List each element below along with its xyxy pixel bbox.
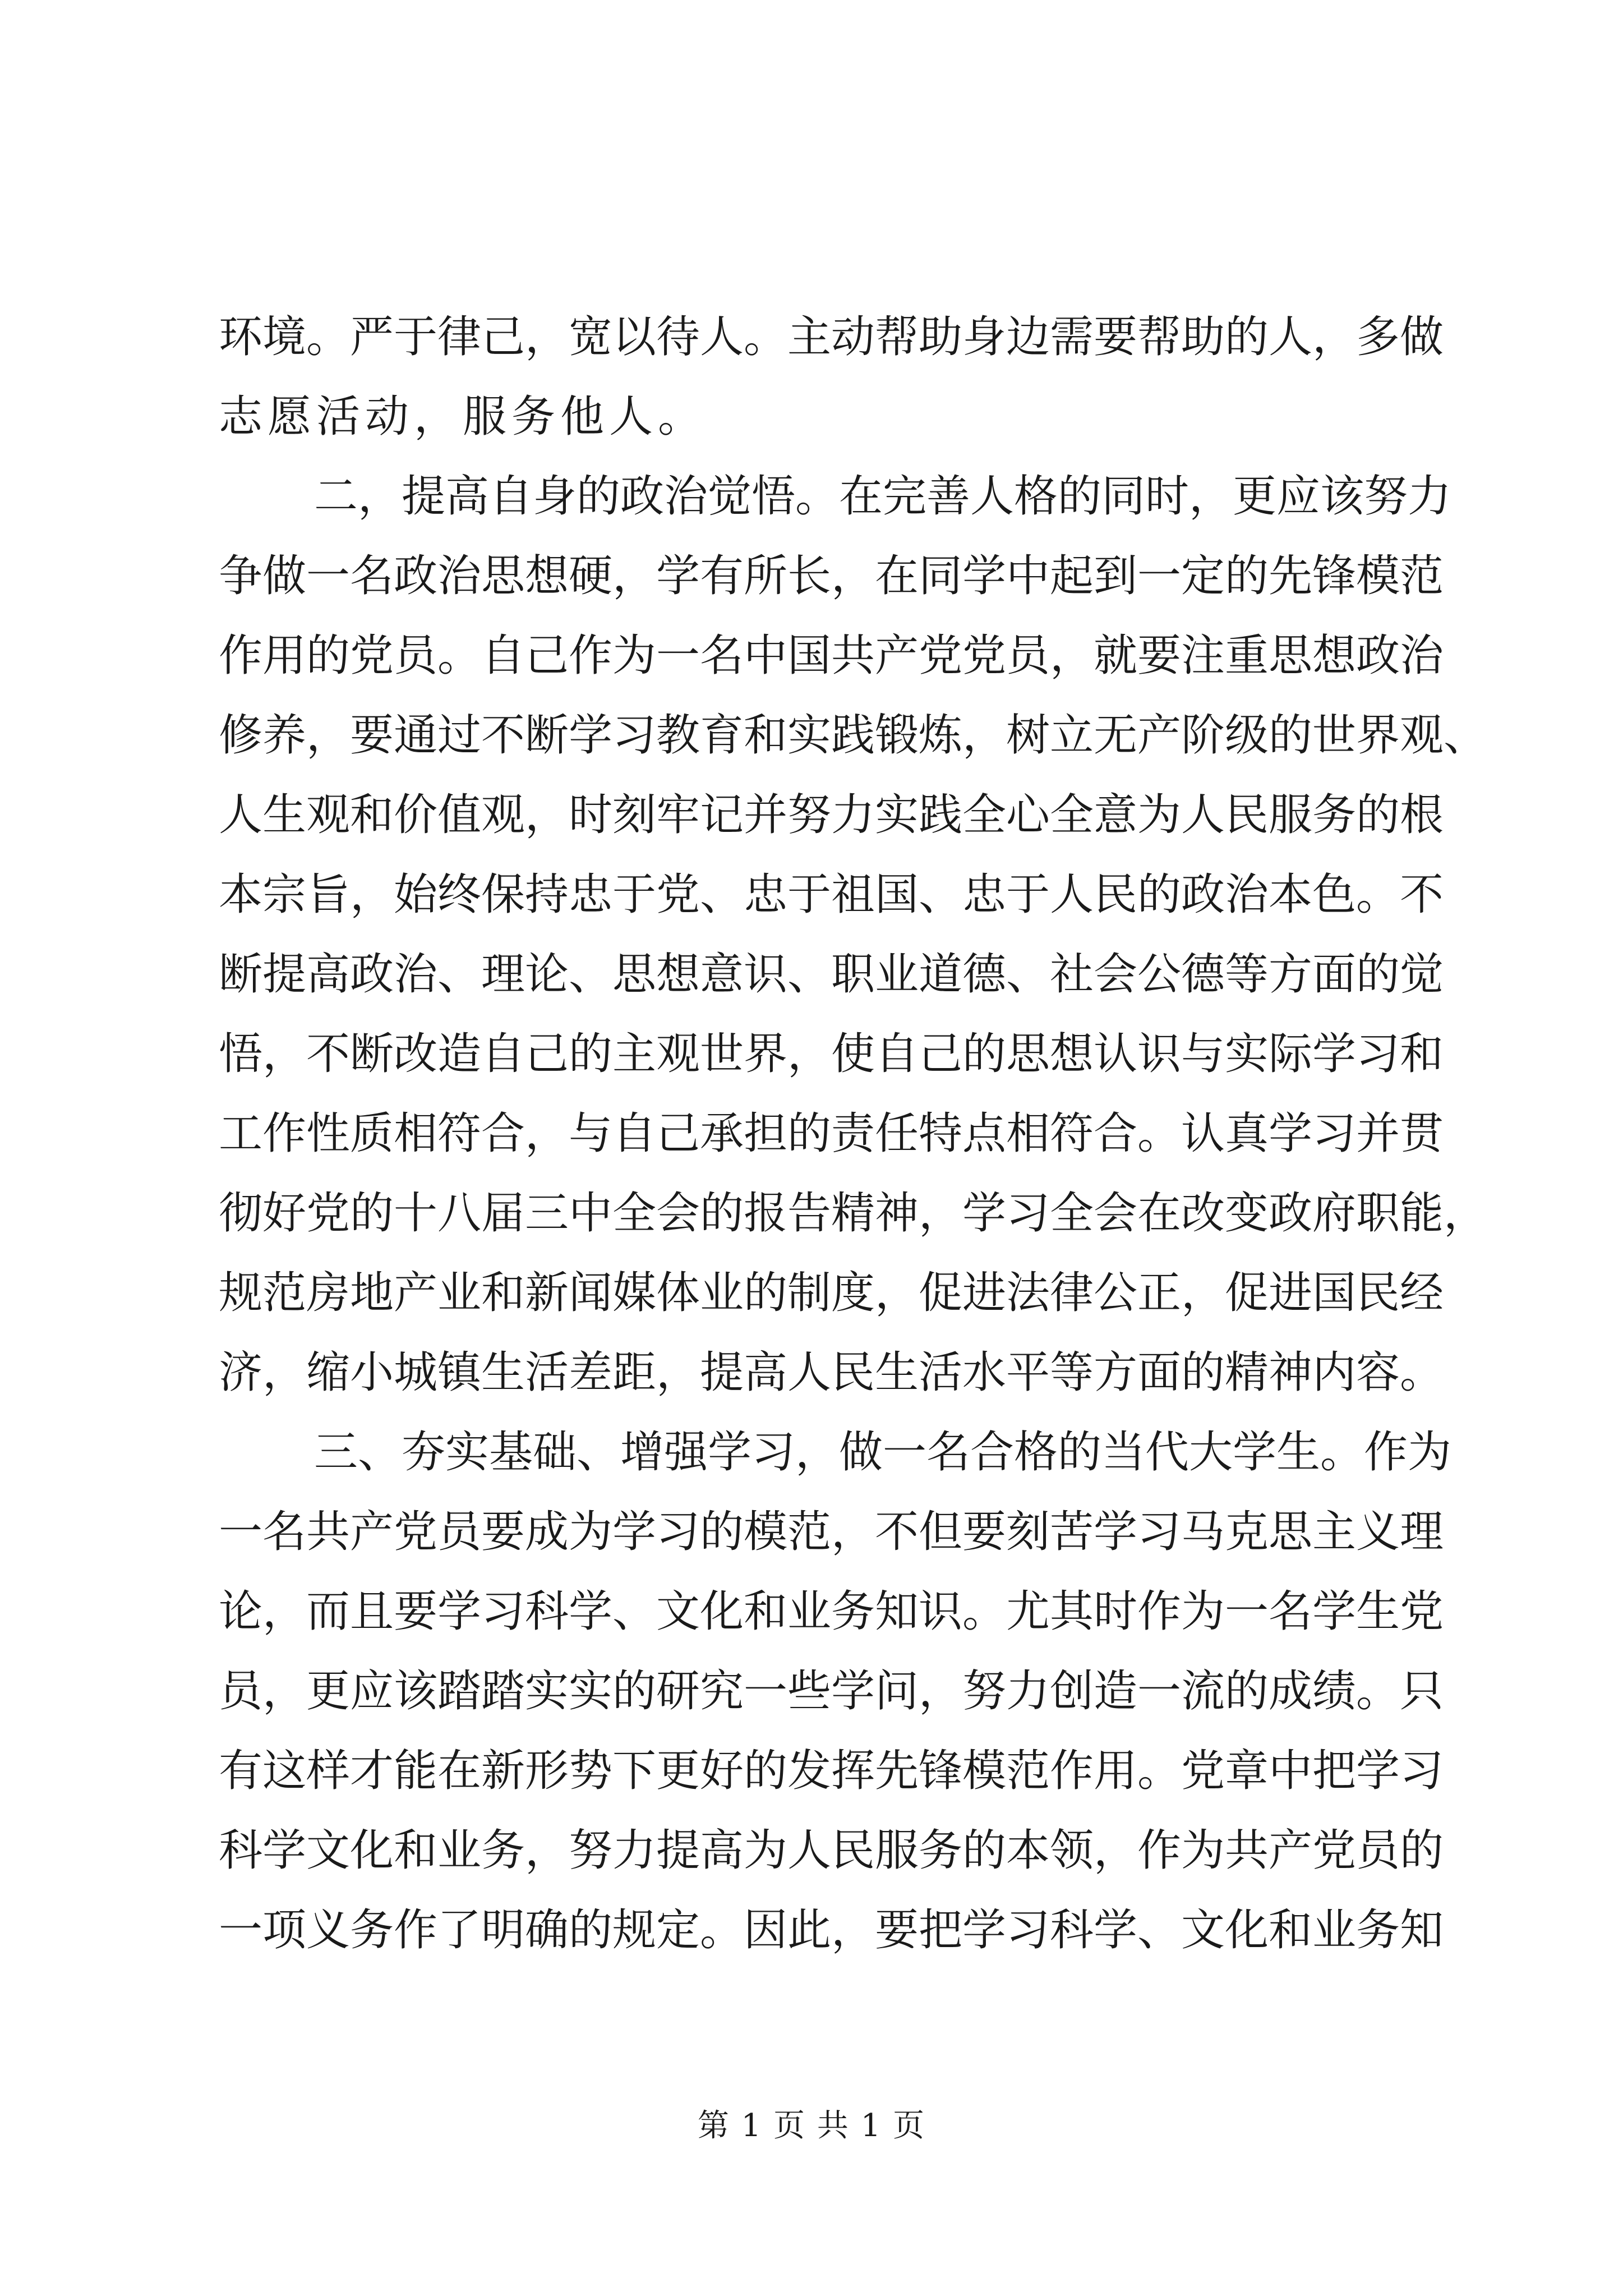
text-line: 彻好党的十八届三中全会的报告精神，学习全会在改变政府职能， [219,1188,1488,1239]
text-line: 论，而且要学习科学、文化和业务知识。尤其时作为一名学生党 [219,1586,1444,1637]
text-line: 悟，不断改造自己的主观世界，使自己的思想认识与实际学习和 [219,1029,1444,1079]
text-line: 环境。严于律己，宽以待人。主动帮助身边需要帮助的人，多做 [219,312,1444,362]
text-line: 志愿活动，服务他人。 [219,392,707,442]
text-line: 作用的党员。自己作为一名中国共产党党员，就要注重思想政治 [219,631,1444,681]
text-line: 一名共产党员要成为学习的模范，不但要刻苦学习马克思主义理 [219,1507,1444,1557]
text-line: 三、夯实基础、增强学习，做一名合格的当代大学生。作为 [314,1427,1452,1478]
text-line: 有这样才能在新形势下更好的发挥先锋模范作用。党章中把学习 [219,1746,1444,1796]
text-line: 争做一名政治思想硬，学有所长，在同学中起到一定的先锋模范 [219,551,1444,601]
text-line: 规范房地产业和新闻媒体业的制度，促进法律公正，促进国民经 [219,1268,1444,1318]
text-line: 断提高政治、理论、思想意识、职业道德、社会公德等方面的觉 [219,949,1444,1000]
text-line: 员，更应该踏踏实实的研究一些学问，努力创造一流的成绩。只 [219,1666,1444,1717]
text-line: 二，提高自身的政治觉悟。在完善人格的同时，更应该努力 [314,471,1452,522]
document-body [219,297,1488,1970]
page-footer: 第 1 页 共 1 页 [697,2108,926,2144]
text-line: 一项义务作了明确的规定。因此，要把学习科学、文化和业务知 [219,1905,1444,1955]
text-line: 人生观和价值观，时刻牢记并努力实践全心全意为人民服务的根 [219,790,1444,840]
text-line: 济，缩小城镇生活差距，提高人民生活水平等方面的精神内容。 [219,1347,1444,1398]
text-line: 工作性质相符合，与自己承担的责任特点相符合。认真学习并贯 [219,1108,1444,1159]
text-line: 科学文化和业务，努力提高为人民服务的本领，作为共产党员的 [219,1825,1444,1876]
text-line: 修养，要通过不断学习教育和实践锻炼，树立无产阶级的世界观、 [219,710,1488,761]
text-line: 本宗旨，始终保持忠于党、忠于祖国、忠于人民的政治本色。不 [219,869,1444,920]
